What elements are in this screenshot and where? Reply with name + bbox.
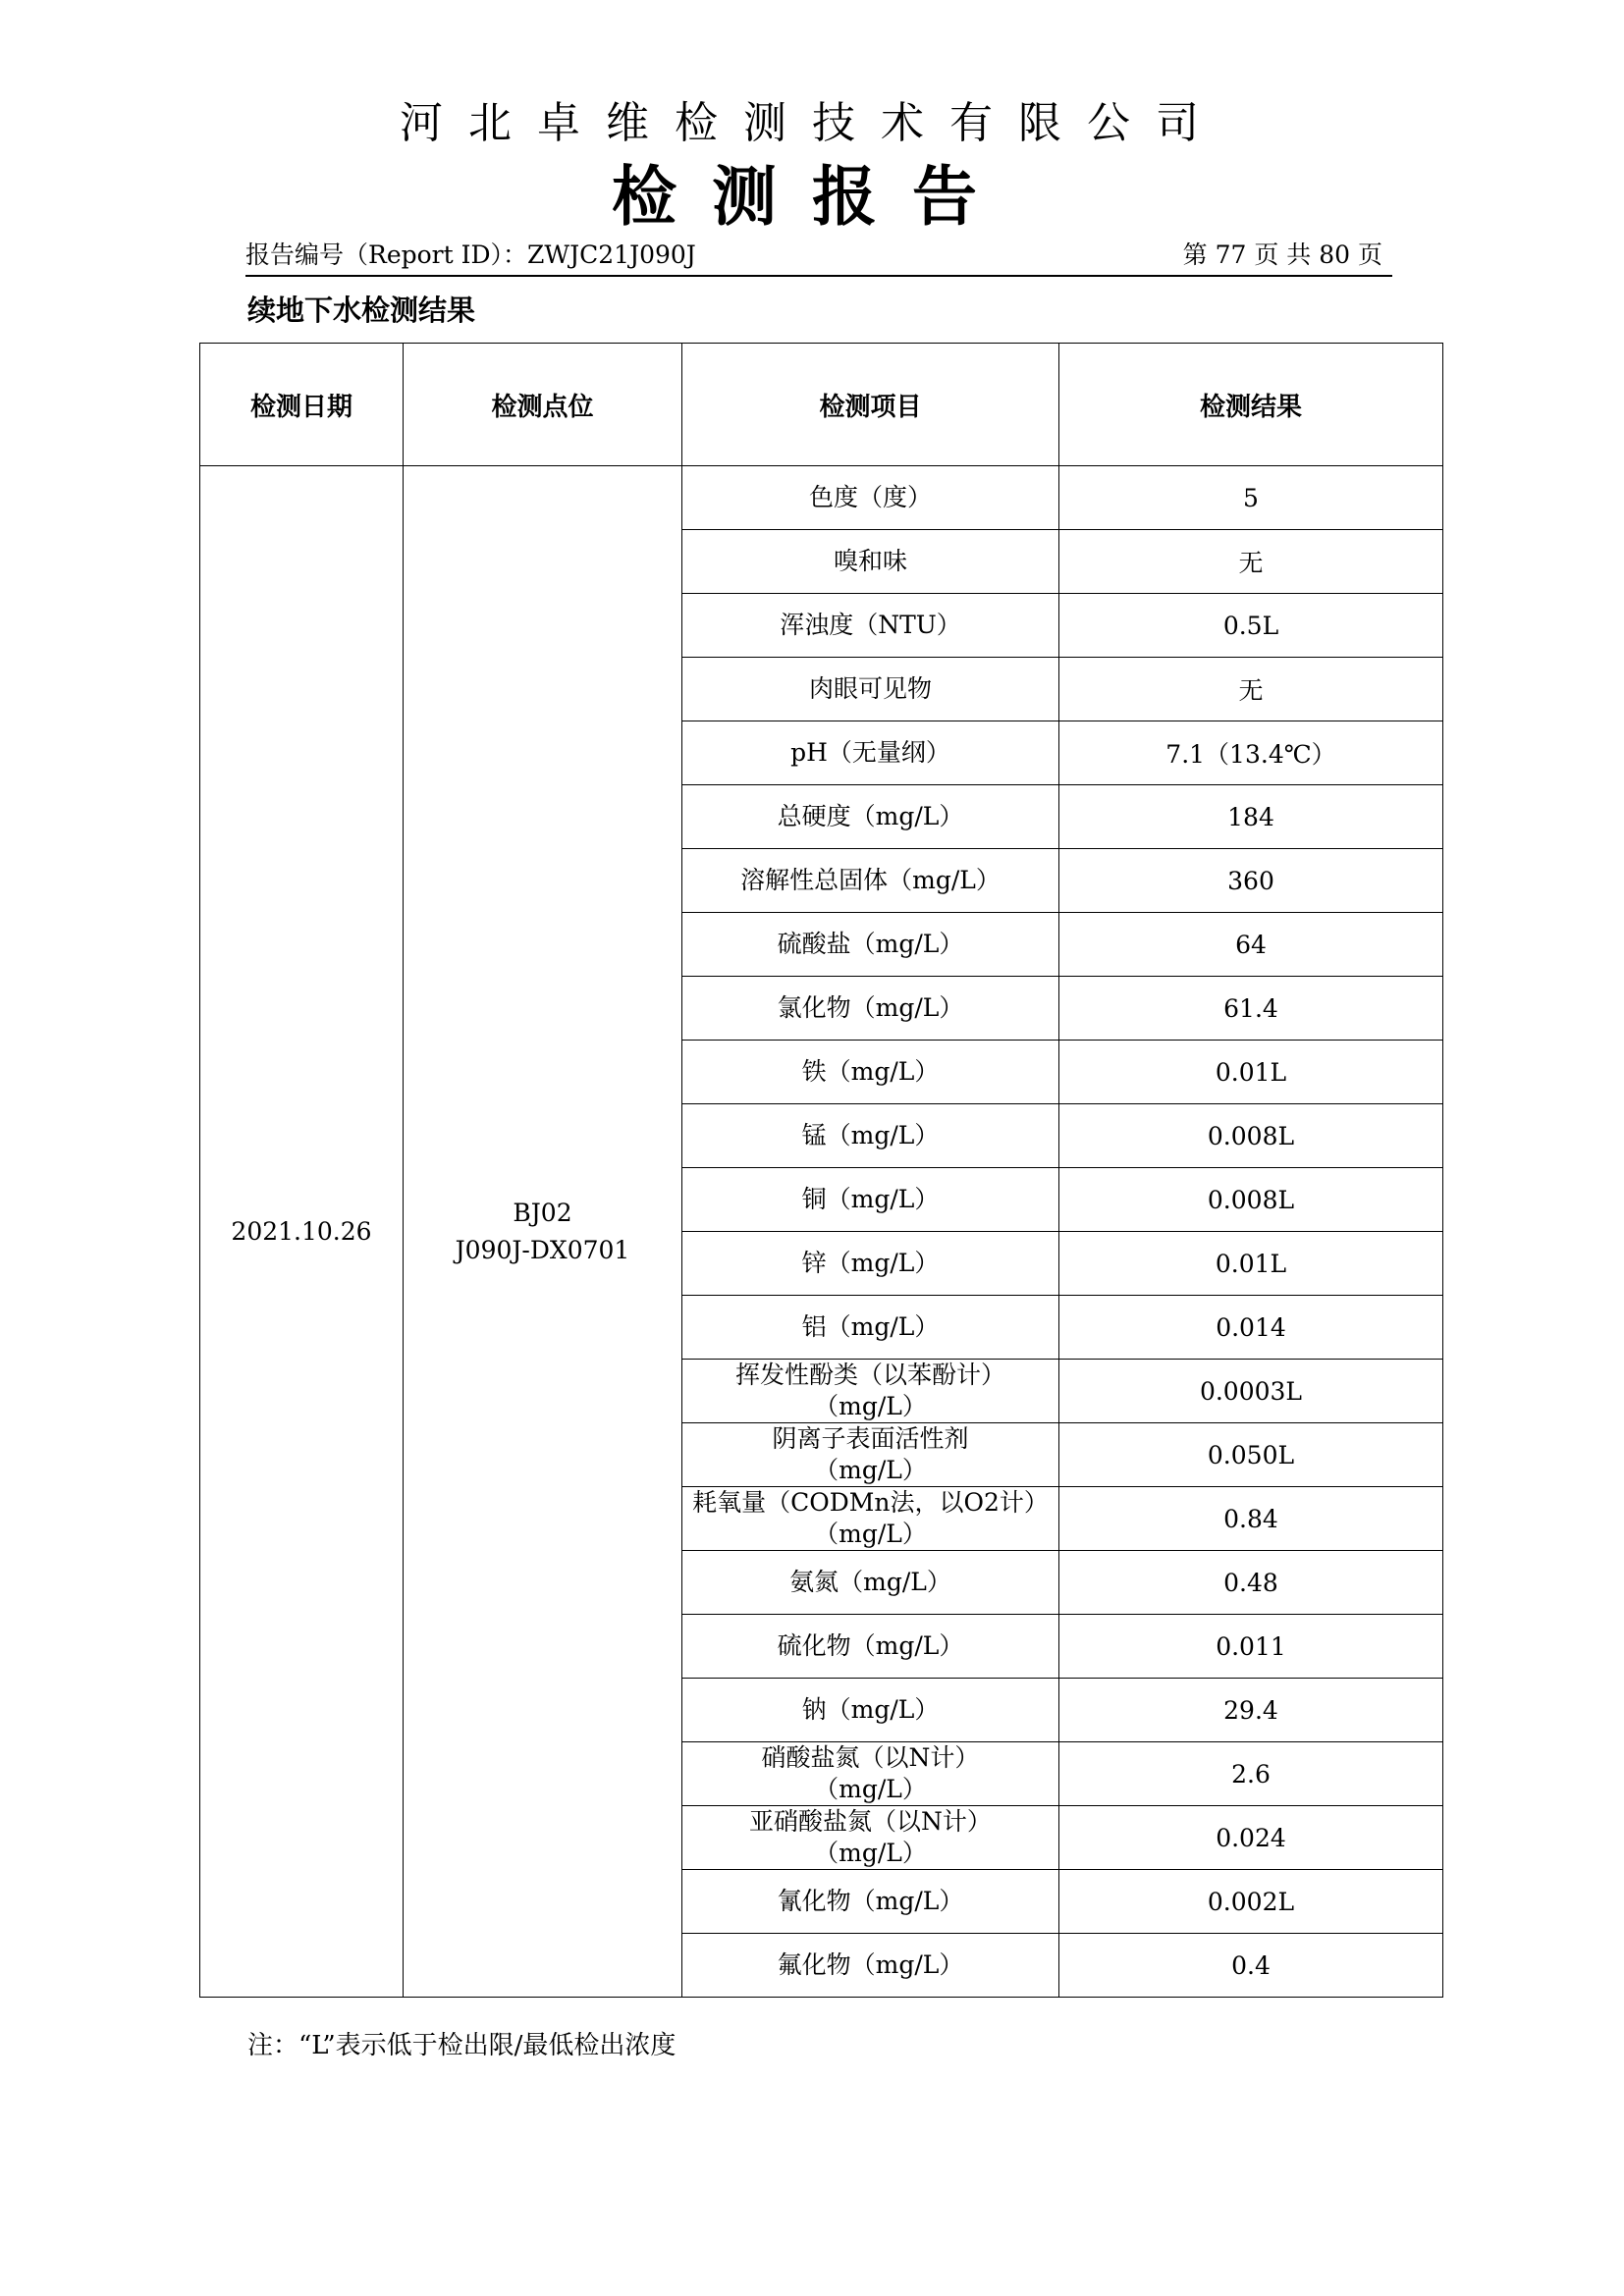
test-item-label: 总硬度（mg/L） (777, 802, 964, 830)
test-result: 64 (1059, 913, 1443, 977)
test-item (682, 594, 1059, 658)
section-title: 续地下水检测结果 (247, 294, 476, 327)
header-point: 检测点位 (404, 344, 682, 466)
test-item-label: 亚硝酸盐氮（以N计） (749, 1807, 992, 1836)
sample-point-code: BJ02 (513, 1198, 572, 1227)
table-body (200, 466, 1443, 1998)
sample-point (404, 466, 682, 1998)
table-row (200, 466, 1443, 530)
test-item-unit: （mg/L） (814, 1456, 927, 1484)
test-item-label: 浑浊度（NTU） (780, 611, 961, 639)
test-item (682, 530, 1059, 594)
test-result: 0.4 (1059, 1934, 1443, 1998)
test-result: 0.024 (1059, 1806, 1443, 1870)
test-result: 无 (1059, 658, 1443, 721)
test-item (682, 1870, 1059, 1934)
test-item-label: 耗氧量（CODMn法，以O2计） (692, 1488, 1049, 1517)
test-item-label: 嗅和味 (833, 547, 907, 575)
test-item-label: 氨氮（mg/L） (789, 1568, 951, 1596)
test-item (682, 1806, 1059, 1870)
test-item (682, 658, 1059, 721)
test-item (682, 1104, 1059, 1168)
test-item-unit: （mg/L） (814, 1775, 927, 1803)
report-title: 检测报告 (612, 158, 1012, 235)
test-item-label: 硫化物（mg/L） (777, 1631, 964, 1660)
test-result: 0.0003L (1059, 1360, 1443, 1423)
test-result: 0.011 (1059, 1615, 1443, 1679)
test-item-label: pH（无量纲） (790, 738, 950, 767)
test-item (682, 466, 1059, 530)
test-item-label: 硝酸盐氮（以N计） (761, 1743, 980, 1772)
test-item (682, 1168, 1059, 1232)
test-item (682, 1934, 1059, 1998)
test-result: 29.4 (1059, 1679, 1443, 1742)
results-table (199, 343, 1443, 1998)
test-item-label: 铜（mg/L） (801, 1185, 940, 1213)
test-item-label: 色度（度） (808, 483, 932, 511)
test-result: 61.4 (1059, 977, 1443, 1041)
test-item (682, 1615, 1059, 1679)
test-result: 5 (1059, 466, 1443, 530)
test-result: 无 (1059, 530, 1443, 594)
test-item (682, 1742, 1059, 1806)
test-result: 0.014 (1059, 1296, 1443, 1360)
test-item (682, 1551, 1059, 1615)
test-result: 7.1（13.4℃） (1059, 721, 1443, 785)
test-item-label: 铝（mg/L） (801, 1312, 940, 1341)
test-item-label: 铁（mg/L） (801, 1057, 940, 1086)
test-result: 2.6 (1059, 1742, 1443, 1806)
test-result: 360 (1059, 849, 1443, 913)
test-item-label: 锌（mg/L） (801, 1249, 940, 1277)
page-info: 第 77 页 共 80 页 (1182, 240, 1382, 269)
test-item-label: 钠（mg/L） (801, 1695, 940, 1724)
sample-date: 2021.10.26 (200, 466, 404, 1998)
test-item-label: 氰化物（mg/L） (777, 1887, 964, 1915)
header-date: 检测日期 (200, 344, 404, 466)
company-name: 河北卓维检测技术有限公司 (400, 98, 1224, 148)
test-item-label: 溶解性总固体（mg/L） (740, 866, 1001, 894)
test-item (682, 721, 1059, 785)
test-item (682, 1679, 1059, 1742)
footnote: 注：“L”表示低于检出限/最低检出浓度 (247, 2031, 677, 2060)
test-item-label: 肉眼可见物 (808, 674, 932, 703)
test-item (682, 1423, 1059, 1487)
test-item (682, 977, 1059, 1041)
test-result: 0.48 (1059, 1551, 1443, 1615)
test-result: 0.002L (1059, 1870, 1443, 1934)
test-item-label: 锰（mg/L） (801, 1121, 940, 1149)
test-item-label: 氟化物（mg/L） (777, 1950, 964, 1979)
test-result: 0.01L (1059, 1041, 1443, 1104)
test-result: 0.01L (1059, 1232, 1443, 1296)
header-result: 检测结果 (1059, 344, 1443, 466)
test-item-unit: （mg/L） (814, 1520, 927, 1548)
test-item-label: 挥发性酚类（以苯酚计） (734, 1361, 1005, 1389)
header-item: 检测项目 (682, 344, 1059, 466)
test-item-label: 硫酸盐（mg/L） (777, 930, 964, 958)
report-id: 报告编号（Report ID）：ZWJC21J090J (245, 240, 696, 269)
sample-point-id: J090J-DX0701 (455, 1235, 630, 1264)
test-item-unit: （mg/L） (814, 1392, 927, 1420)
test-item (682, 1296, 1059, 1360)
test-result: 0.5L (1059, 594, 1443, 658)
test-result: 0.050L (1059, 1423, 1443, 1487)
test-item (682, 849, 1059, 913)
test-item-unit: （mg/L） (814, 1839, 927, 1867)
report-header-line (245, 236, 1392, 277)
test-item (682, 1041, 1059, 1104)
test-result: 0.84 (1059, 1487, 1443, 1551)
test-result: 184 (1059, 785, 1443, 849)
table-header-row (200, 344, 1443, 466)
test-result: 0.008L (1059, 1104, 1443, 1168)
test-item (682, 785, 1059, 849)
test-item-label: 阴离子表面活性剂 (772, 1424, 969, 1453)
test-item-label: 氯化物（mg/L） (777, 993, 964, 1022)
test-result: 0.008L (1059, 1168, 1443, 1232)
test-item (682, 1232, 1059, 1296)
test-item (682, 913, 1059, 977)
test-item (682, 1487, 1059, 1551)
test-item (682, 1360, 1059, 1423)
